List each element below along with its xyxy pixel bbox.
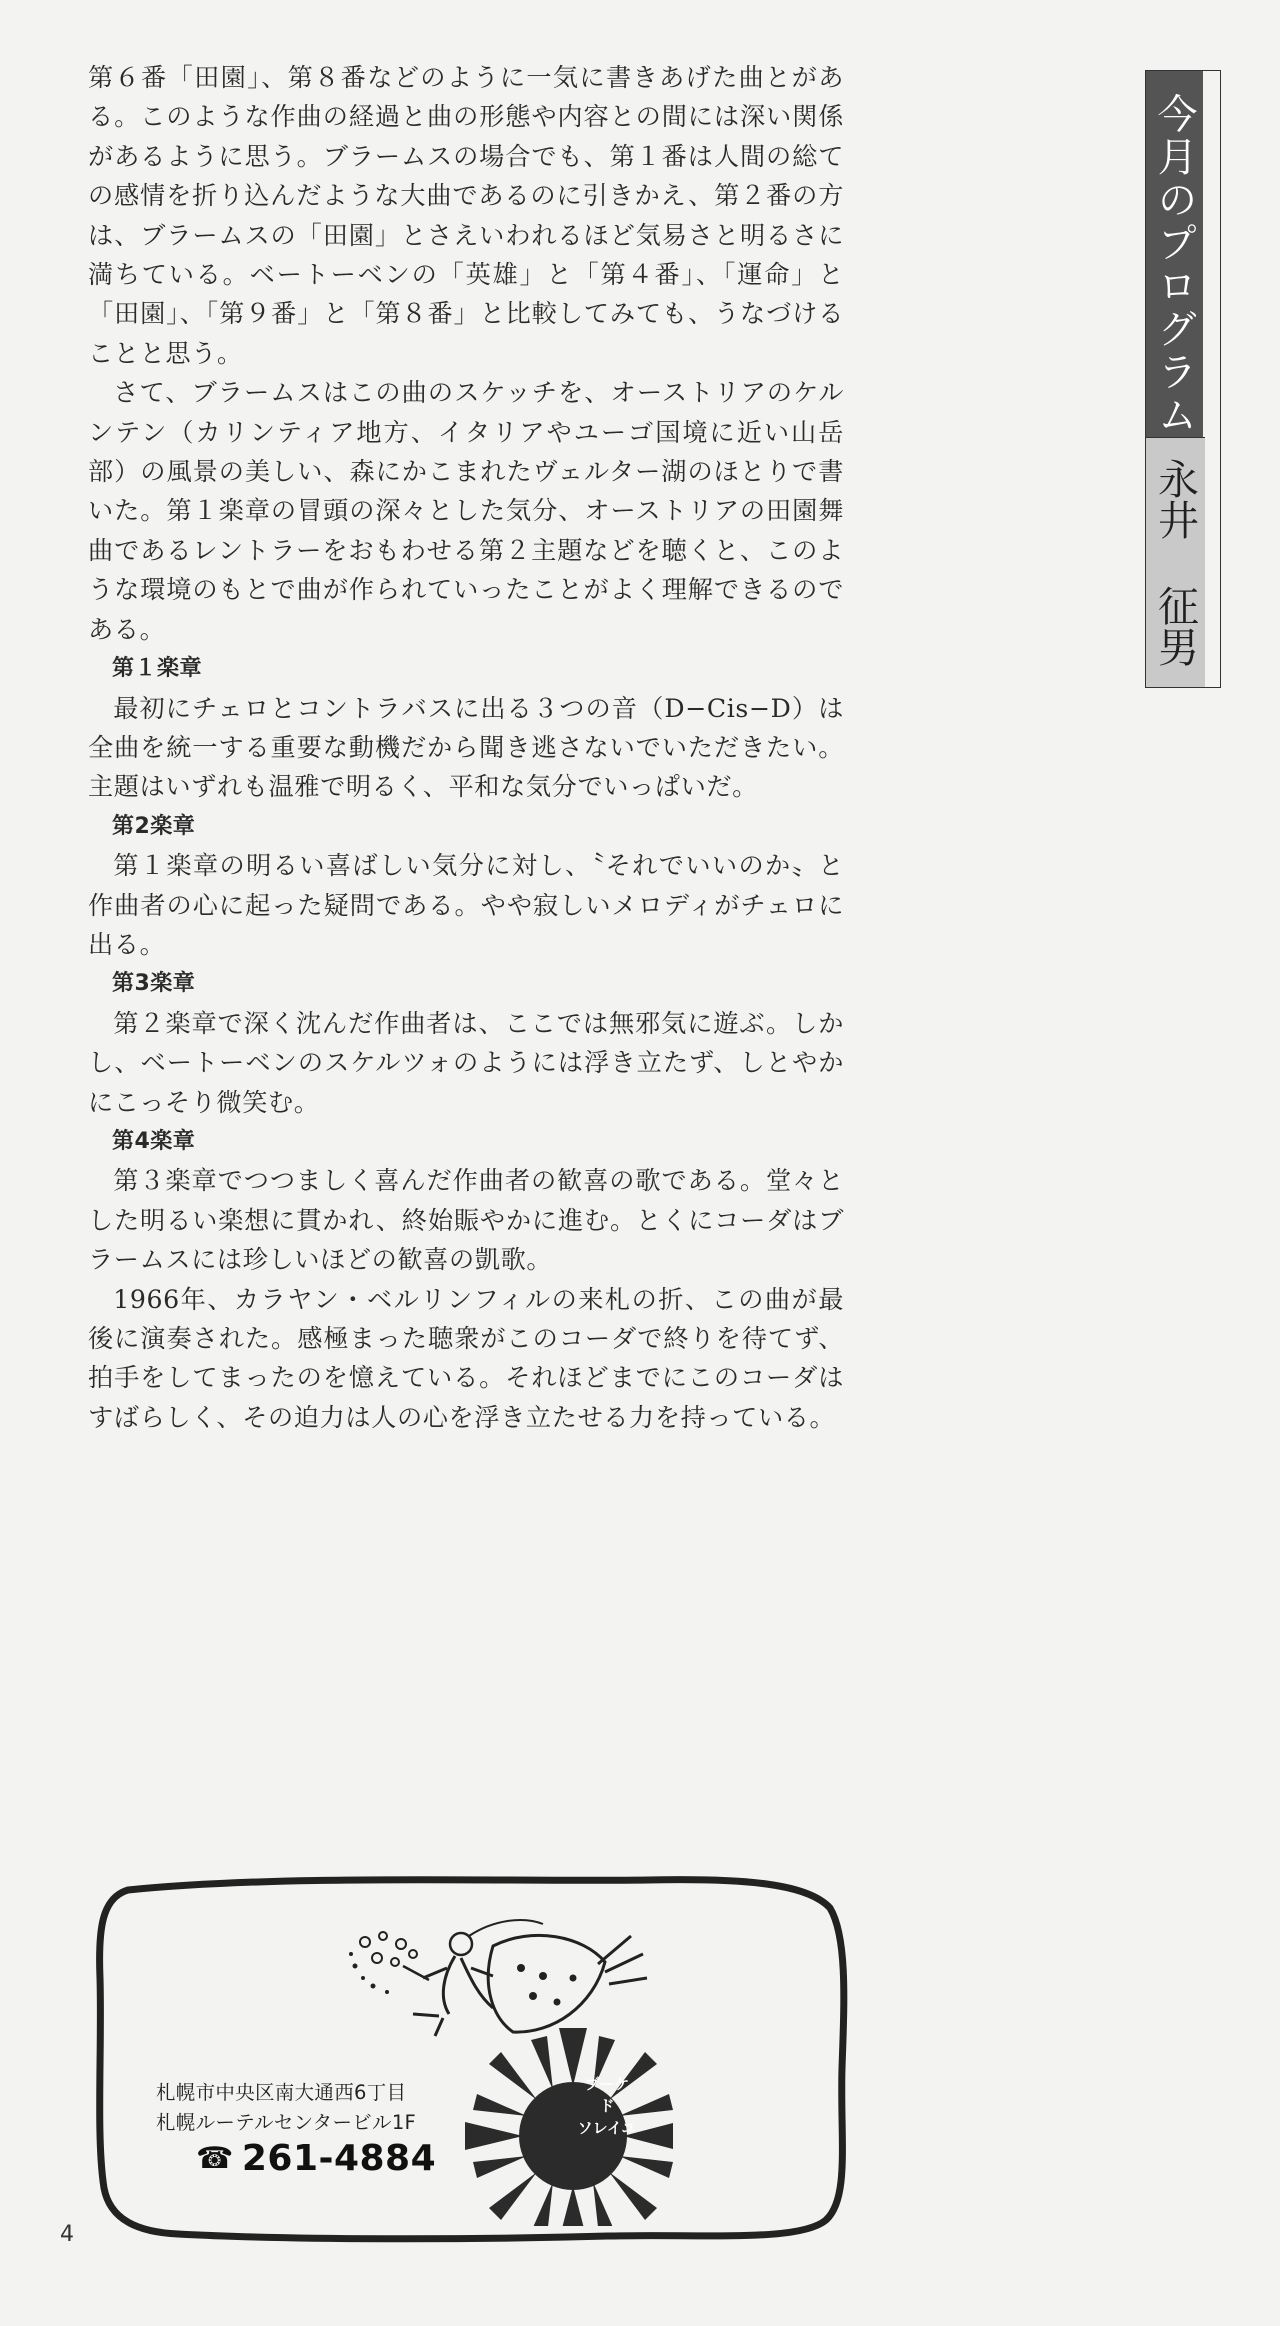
movement-2-heading: 第2楽章 (112, 813, 196, 839)
phone-number: 261-4884 (241, 2138, 437, 2179)
author-family-name: 永井 (1151, 458, 1199, 540)
phone-icon: ☎ (196, 2141, 234, 2176)
logo-line: ド (599, 2097, 615, 2115)
movement-2-text: 第１楽章の明るい喜ばしい気分に対し、〝それでいいのか〟と作曲者の心に起った疑問である。やや寂しいメロディがチェロに出る。 (88, 851, 844, 959)
movement-3-heading: 第3楽章 (112, 971, 196, 997)
section-title: 今月のプログラム (1146, 71, 1203, 437)
article-body (88, 58, 844, 1437)
paragraph: 第６番「田園」、第８番などのように一気に書きあげた曲とがある。このような作曲の経過と曲の形態や内容との間には深い関係があるように思う。ブラームスの場合でも、第１番は人間の総ての感情を折り込んだような大曲であるのに引きかえ、第２番の方は、ブラームスの「田園」とさえいわれるほど気易さと明るさに満ちている。ベートーベンの「英雄」と「第４番」、「運命」と「田園」、「第９番」と「第８番」と比較してみても、うなづけることと思う。 (88, 63, 844, 368)
logo-line: ソレイユ (577, 2119, 637, 2137)
movement-4-heading: 第4楽章 (112, 1128, 196, 1154)
sparkle-dots (360, 1932, 417, 1966)
logo-line: ブーケ (584, 2075, 630, 2093)
paragraph: さて、ブラームスはこの曲のスケッチを、オーストリアのケルンテン（カリンティア地方、イタリアやユーゴ国境に近い山岳部）の風景の美しい、森にかこまれたヴェルター湖のほとりで書いた。第１楽章の冒頭の深々とした気分、オーストリアの田園舞曲であるレントラーをおもわせる第２主題などを聴くと、このような環境のもとで曲が作られていったことがよく理解できるのである。 (88, 378, 844, 644)
movement-4-text: 第３楽章でつつましく喜んだ作曲者の歓喜の歌である。堂々とした明るい楽想に貫かれ、終始賑やかに進む。とくにコーダはブラームスには珍しいほどの歓喜の凱歌。 (88, 1166, 844, 1275)
shop-address (156, 2078, 416, 2138)
paragraph: 1966年、カラヤン・ベルリンフィルの来札の折、この曲が最後に演奏された。感極まった聴衆がこのコーダで終りを待てず、拍手をしてまったのを憶えている。それほどまでにこのコーダはすばらしく、その迫力は人の心を浮き立たせる力を持っている。 (88, 1284, 844, 1432)
author-given-name: 征男 (1151, 585, 1199, 667)
movement-3-text: 第２楽章で深く沈んだ作曲者は、ここでは無邪気に遊ぶ。しかし、ベートーベンのスケルツォのようには浮き立たず、しとやかにこっそり微笑む。 (88, 1008, 844, 1117)
author-name (1146, 437, 1205, 687)
shop-phone (196, 2138, 436, 2179)
movement-1-heading: 第１楽章 (112, 656, 203, 682)
movement-1-text: 最初にチェロとコントラバスに出る３つの音（D−Cis−D）は全曲を統一する重要な動機だから聞き逃さないでいただきたい。主題はいずれも温雅で明るく、平和な気分でいっぱいだ。 (88, 693, 844, 802)
section-sidebar (1145, 70, 1221, 688)
address-line: 札幌市中央区南大通西6丁目 (156, 2081, 407, 2104)
address-line: 札幌ルーテルセンタービル1F (156, 2111, 417, 2134)
advertisement (88, 1868, 854, 2248)
logo-text (558, 2073, 656, 2139)
page-number: 4 (60, 2222, 74, 2247)
